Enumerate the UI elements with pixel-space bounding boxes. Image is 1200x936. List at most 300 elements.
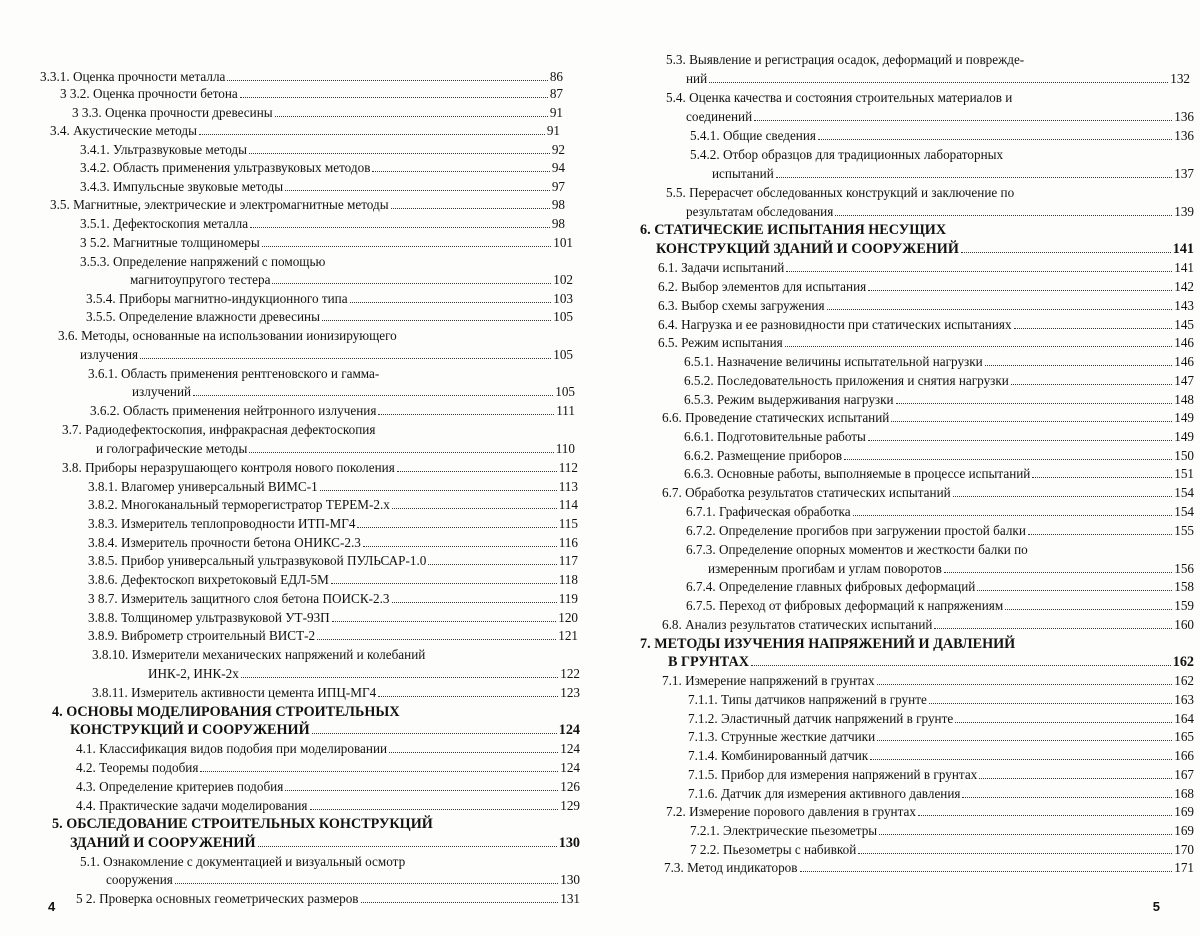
toc-entry[interactable] <box>88 590 578 608</box>
dot-leader <box>320 490 557 491</box>
toc-entry-title: 6.7.5. Переход от фибровых деформаций к напряжениям <box>686 598 1004 613</box>
toc-entry[interactable] <box>684 428 1194 446</box>
dot-leader <box>249 153 550 154</box>
toc-entry-title-continued: излучений <box>132 384 192 399</box>
toc-entry-title: 6.6.1. Подготовительные работы <box>684 429 866 444</box>
toc-entry[interactable] <box>88 496 578 514</box>
toc-page-number: 124 <box>560 741 580 756</box>
dot-leader <box>310 809 559 810</box>
page-number-right: 5 <box>1152 899 1160 914</box>
toc-entry[interactable] <box>50 122 560 140</box>
dot-leader <box>1032 477 1172 478</box>
dot-leader <box>751 665 1171 666</box>
toc-entry-title: 3.7. Радиодефектоскопия, инфракрасная дефектоскопия <box>62 422 376 437</box>
dot-leader <box>361 902 559 903</box>
toc-entry[interactable] <box>658 334 1194 352</box>
dot-leader <box>944 572 1172 573</box>
dot-leader <box>285 190 550 191</box>
toc-page-number: 141 <box>1174 260 1194 275</box>
dot-leader <box>193 395 553 396</box>
toc-entry-title: 3.4.1. Ультразвуковые методы <box>80 142 247 157</box>
toc-page-number: 145 <box>1174 317 1194 332</box>
toc-entry[interactable] <box>688 710 1194 728</box>
toc-page-number: 110 <box>555 441 575 456</box>
toc-entry-title: 5 2. Проверка основных геометрических размеров <box>76 891 359 906</box>
toc-entry-title: 3.8.5. Прибор универсальный ультразвуковой ПУЛЬСАР-1.0 <box>88 553 427 568</box>
toc-page-number: 123 <box>560 685 580 700</box>
dot-leader <box>785 346 1173 347</box>
toc-page-number: 126 <box>560 779 580 794</box>
toc-entry[interactable] <box>60 85 563 103</box>
toc-page-number: 114 <box>558 497 578 512</box>
toc-entry[interactable] <box>88 478 578 496</box>
toc-entry-title: 3.4.2. Область применения ультразвуковых методов <box>80 160 371 175</box>
toc-entry[interactable] <box>80 234 573 252</box>
toc-page-number: 94 <box>551 160 565 175</box>
toc-page-number: 116 <box>558 535 578 550</box>
dot-leader <box>249 452 553 453</box>
dot-leader <box>275 116 548 117</box>
toc-entry[interactable] <box>88 571 578 589</box>
toc-entry[interactable] <box>80 215 565 233</box>
toc-page-number: 112 <box>558 460 578 475</box>
toc-entry-title-continued: В ГРУНТАХ <box>668 654 750 670</box>
toc-page-number: 124 <box>558 722 580 738</box>
toc-page-number: 151 <box>1174 466 1194 481</box>
toc-entry-title: 6.1. Задачи испытаний <box>658 260 785 275</box>
toc-entry-title: 3.6.2. Область применения нейтронного излучения <box>90 403 377 418</box>
toc-entry[interactable] <box>686 503 1194 521</box>
toc-entry[interactable] <box>92 684 580 702</box>
toc-entry[interactable] <box>686 70 1190 88</box>
dot-leader <box>322 320 551 321</box>
dot-leader <box>877 684 1173 685</box>
dot-leader <box>397 471 557 472</box>
toc-entry-title: 7.1.2. Эластичный датчик напряжений в грунте <box>688 711 954 726</box>
toc-entry-title: 6.6.3. Основные работы, выполняемые в процессе испытаний <box>684 466 1031 481</box>
right-page <box>600 0 1200 936</box>
dot-leader <box>331 583 557 584</box>
toc-page-number: 155 <box>1174 523 1194 538</box>
dot-leader <box>1011 384 1172 385</box>
toc-entry[interactable] <box>690 822 1194 840</box>
toc-entry-title: 3.5.5. Определение влажности древесины <box>86 309 320 324</box>
toc-page-number: 146 <box>1174 354 1194 369</box>
toc-entry[interactable] <box>684 353 1194 371</box>
toc-page-number: 130 <box>560 872 580 887</box>
toc-page-number: 130 <box>558 835 580 851</box>
toc-entry-title: 4. ОСНОВЫ МОДЕЛИРОВАНИЯ СТРОИТЕЛЬНЫХ <box>52 704 400 720</box>
toc-entry-title: 6.5. Режим испытания <box>658 335 783 350</box>
dot-leader <box>428 564 556 565</box>
toc-page-number: 163 <box>1174 692 1194 707</box>
dot-leader <box>372 171 549 172</box>
toc-entry-title: 3.8.10. Измерители механических напряжений и колебаний <box>92 647 426 662</box>
toc-entry[interactable] <box>132 383 575 401</box>
dot-leader <box>391 208 550 209</box>
toc-page-number: 146 <box>1174 335 1194 350</box>
toc-page-number: 92 <box>551 142 565 157</box>
toc-page-number: 105 <box>553 309 573 324</box>
toc-entry-title: 3.5. Магнитные, электрические и электромагнитные методы <box>50 197 389 212</box>
toc-entry-title: 7.2. Измерение порового давления в грунтах <box>666 804 916 819</box>
toc-entry[interactable] <box>62 459 578 477</box>
toc-entry[interactable] <box>684 391 1194 409</box>
toc-entry-title: 3.8.8. Толщиномер ультразвуковой УТ-93П <box>88 610 330 625</box>
toc-page-number: 160 <box>1174 617 1194 632</box>
toc-page-number: 154 <box>1174 504 1194 519</box>
toc-entry[interactable] <box>88 552 578 570</box>
toc-page-number: 150 <box>1174 448 1194 463</box>
dot-leader <box>1005 609 1172 610</box>
toc-entry[interactable] <box>658 259 1194 277</box>
toc-entry-title: 5. ОБСЛЕДОВАНИЕ СТРОИТЕЛЬНЫХ КОНСТРУКЦИЙ <box>52 816 433 832</box>
toc-entry[interactable] <box>76 890 580 908</box>
dot-leader <box>709 82 1168 83</box>
toc-entry[interactable] <box>70 834 580 852</box>
toc-entry-title: 6.7.4. Определение главных фибровых деформаций <box>686 579 976 594</box>
toc-entry-title: 3 3.2. Оценка прочности бетона <box>60 86 238 101</box>
toc-entry[interactable] <box>88 609 578 627</box>
dot-leader <box>285 790 558 791</box>
toc-entry[interactable] <box>686 522 1194 540</box>
dot-leader <box>378 696 558 697</box>
dot-leader <box>786 271 1172 272</box>
toc-entry[interactable] <box>662 409 1194 427</box>
toc-page-number: 111 <box>556 403 575 418</box>
toc-entry[interactable] <box>96 440 575 458</box>
toc-page-number: 118 <box>558 572 578 587</box>
dot-leader <box>389 752 558 753</box>
toc-entry[interactable] <box>712 165 1194 183</box>
toc-page-number: 156 <box>1174 561 1194 576</box>
dot-leader <box>800 871 1173 872</box>
dot-leader <box>934 628 1172 629</box>
toc-entry[interactable] <box>666 803 1194 821</box>
dot-leader <box>250 227 550 228</box>
toc-entry[interactable] <box>688 691 1194 709</box>
toc-entry[interactable] <box>50 196 565 214</box>
toc-entry[interactable] <box>76 797 580 815</box>
toc-page-number: 171 <box>1174 860 1194 875</box>
toc-entry[interactable] <box>80 346 573 364</box>
toc-entry[interactable] <box>684 447 1194 465</box>
dot-leader <box>754 120 1172 121</box>
toc-page-number: 169 <box>1174 804 1194 819</box>
toc-page-number: 102 <box>553 272 573 287</box>
toc-page-number: 149 <box>1174 410 1194 425</box>
toc-entry[interactable] <box>708 560 1194 578</box>
toc-page-number: 121 <box>558 628 578 643</box>
toc-entry[interactable] <box>86 308 573 326</box>
toc-entry[interactable] <box>76 778 580 796</box>
toc-entry-title: 6.8. Анализ результатов статических испытаний <box>662 617 933 632</box>
toc-entry[interactable] <box>656 240 1194 258</box>
toc-page-number: 105 <box>555 384 575 399</box>
dot-leader <box>200 771 558 772</box>
toc-page-number: 166 <box>1174 748 1194 763</box>
toc-entry[interactable] <box>684 465 1194 483</box>
toc-page-number: 137 <box>1174 166 1194 181</box>
toc-page-number: 115 <box>558 516 578 531</box>
toc-page-number: 148 <box>1174 392 1194 407</box>
toc-entry-title: 3 3.3. Оценка прочности древесины <box>72 105 273 120</box>
toc-entry-title-continued: ЗДАНИЙ И СООРУЖЕНИЙ <box>70 835 256 851</box>
toc-entry-title: 4.3. Определение критериев подобия <box>76 779 284 794</box>
toc-entry-title: 6.6. Проведение статических испытаний <box>662 410 890 425</box>
toc-entry[interactable] <box>686 597 1194 615</box>
dot-leader <box>953 496 1173 497</box>
dot-leader <box>312 733 557 734</box>
toc-entry-title: 4.2. Теоремы подобия <box>76 760 199 775</box>
toc-page-number: 141 <box>1172 241 1194 257</box>
toc-page-number: 170 <box>1174 842 1194 857</box>
toc-entry[interactable] <box>688 728 1194 746</box>
toc-entry-title: 4.4. Практические задачи моделирования <box>76 798 308 813</box>
toc-entry[interactable] <box>76 759 580 777</box>
toc-entry-title: 4.1. Классификация видов подобия при моделировании <box>76 741 388 756</box>
toc-page-number: 154 <box>1174 485 1194 500</box>
dot-leader <box>858 853 1172 854</box>
toc-page-number: 143 <box>1174 298 1194 313</box>
toc-page-number: 105 <box>553 347 573 362</box>
toc-page-number: 113 <box>558 479 578 494</box>
dot-leader <box>1028 534 1172 535</box>
toc-entry[interactable] <box>662 616 1194 634</box>
dot-leader <box>896 403 1173 404</box>
toc-entry-title: 7.1.6. Датчик для измерения активного давления <box>688 786 961 801</box>
toc-entry[interactable] <box>70 721 580 739</box>
toc-entry-title-continued: ИНК-2, ИНК-2х <box>148 666 239 681</box>
toc-entry-title: 5.5. Перерасчет обследованных конструкций и заключение по <box>666 185 1015 200</box>
page-number-left: 4 <box>48 899 56 914</box>
toc-page-number: 98 <box>551 216 565 231</box>
dot-leader <box>870 759 1172 760</box>
toc-entry-title: 7.2.1. Электрические пьезометры <box>690 823 878 838</box>
toc-entry-title: 7. МЕТОДЫ ИЗУЧЕНИЯ НАПРЯЖЕНИЙ И ДАВЛЕНИЙ <box>640 636 1016 652</box>
toc-page-number: 120 <box>558 610 578 625</box>
toc-entry-title-continued: результатам обследования <box>686 204 834 219</box>
dot-leader <box>199 134 545 135</box>
dot-leader <box>140 358 551 359</box>
dot-leader <box>392 508 557 509</box>
toc-page-number: 159 <box>1174 598 1194 613</box>
toc-entry-title: 5.4.2. Отбор образцов для традиционных лабораторных <box>690 147 1004 162</box>
toc-entry-title: 6.6.2. Размещение приборов <box>684 448 843 463</box>
dot-leader <box>350 302 552 303</box>
toc-entry[interactable] <box>80 141 565 159</box>
dot-leader <box>868 290 1172 291</box>
toc-entry[interactable] <box>80 178 565 196</box>
toc-entry-title: 6.5.1. Назначение величины испытательной нагрузки <box>684 354 983 369</box>
toc-page-number: 132 <box>1170 71 1190 86</box>
dot-leader <box>262 246 551 247</box>
toc-entry-title: 6.5.2. Последовательность приложения и снятия нагрузки <box>684 373 1009 388</box>
dot-leader <box>363 546 557 547</box>
dot-leader <box>272 283 551 284</box>
toc-entry-title: 7.1.5. Прибор для измерения напряжений в грунтах <box>688 767 978 782</box>
toc-entry-title: 3.8.9. Виброметр строительный ВИСТ-2 <box>88 628 316 643</box>
toc-page-number: 139 <box>1174 204 1194 219</box>
toc-page-number: 167 <box>1174 767 1194 782</box>
toc-entry[interactable] <box>80 159 565 177</box>
toc-entry-title-continued: соединений <box>686 109 753 124</box>
toc-entry-title: 7.1.1. Типы датчиков напряжений в грунте <box>688 692 927 707</box>
toc-entry-title: 7.1.4. Комбинированный датчик <box>688 748 869 763</box>
toc-entry[interactable] <box>664 859 1194 877</box>
toc-entry[interactable] <box>76 740 580 758</box>
toc-entry[interactable] <box>72 104 563 122</box>
toc-entry-title: 5.1. Ознакомление с документацией и визуальный осмотр <box>80 854 406 869</box>
toc-entry[interactable] <box>662 672 1194 690</box>
toc-entry-title: 3 5.2. Магнитные толщиномеры <box>80 235 260 250</box>
toc-entry-title: 3.8.6. Дефектоскоп вихретоковый ЕДЛ-5М <box>88 572 329 587</box>
toc-page-number: 87 <box>549 86 563 101</box>
toc-entry-title: 3.8.2. Многоканальный терморегистратор ТЕРЕМ-2.х <box>88 497 390 512</box>
dot-leader <box>853 515 1173 516</box>
toc-page-number: 168 <box>1174 786 1194 801</box>
dot-leader <box>227 80 547 81</box>
dot-leader <box>844 459 1172 460</box>
dot-leader <box>835 215 1172 216</box>
toc-page-number: 147 <box>1174 373 1194 388</box>
toc-page-number: 164 <box>1174 711 1194 726</box>
toc-entry[interactable] <box>90 402 575 420</box>
toc-entry-title: 6.4. Нагрузка и ее разновидности при статических испытаниях <box>658 317 1012 332</box>
dot-leader <box>929 703 1172 704</box>
dot-leader <box>891 421 1172 422</box>
toc-entry[interactable] <box>684 372 1194 390</box>
dot-leader <box>955 722 1172 723</box>
toc-page-number: 149 <box>1174 429 1194 444</box>
toc-entry-title: 3.4.3. Импульсные звуковые методы <box>80 179 284 194</box>
toc-entry[interactable] <box>690 127 1194 145</box>
dot-leader <box>378 414 554 415</box>
toc-entry[interactable] <box>686 108 1194 126</box>
toc-entry-title: 6.7.2. Определение прогибов при загружении простой балки <box>686 523 1026 538</box>
toc-page-number: 162 <box>1174 673 1194 688</box>
toc-entry-title: 7.1.3. Струнные жесткие датчики <box>688 729 876 744</box>
toc-entry-title: 7 2.2. Пьезометры с набивкой <box>690 842 857 857</box>
toc-entry-title-continued: ний <box>686 71 708 86</box>
toc-page-number: 101 <box>553 235 573 250</box>
toc-entry-title-continued: и голографические методы <box>96 441 248 456</box>
toc-entry-title: 3.8.1. Влагомер универсальный ВИМС-1 <box>88 479 318 494</box>
toc-entry[interactable] <box>148 665 580 683</box>
toc-page-number: 103 <box>553 291 573 306</box>
toc-entry[interactable] <box>658 316 1194 334</box>
toc-entry-title: 3.6.1. Область применения рентгеновского и гамма- <box>88 366 380 381</box>
toc-page-number: 91 <box>546 123 560 138</box>
toc-entry-title: 5.3. Выявление и регистрация осадок, деформаций и поврежде- <box>666 52 1025 67</box>
toc-entry[interactable] <box>130 271 573 289</box>
toc-entry-title: 3.3.1. Оценка прочности металла <box>40 69 226 84</box>
toc-entry[interactable] <box>668 653 1194 671</box>
toc-entry-title-continued: излучения <box>80 347 139 362</box>
toc-entry-title: 6.7.1. Графическая обработка <box>686 504 851 519</box>
dot-leader <box>240 97 548 98</box>
dot-leader <box>1014 328 1173 329</box>
toc-entry[interactable] <box>40 68 563 86</box>
toc-page-number: 91 <box>549 105 563 120</box>
toc-entry-title: 3.6. Методы, основанные на использовании ионизирующего <box>58 328 397 343</box>
toc-entry[interactable] <box>88 515 578 533</box>
toc-page-number: 97 <box>551 179 565 194</box>
toc-entry-title: 5.4. Оценка качества и состояния строительных материалов и <box>666 90 1013 105</box>
toc-entry[interactable] <box>688 766 1194 784</box>
toc-entry-title: 6.5.3. Режим выдерживания нагрузки <box>684 392 894 407</box>
dot-leader <box>868 440 1172 441</box>
toc-entry-title-continued: магнитоупругого тестера <box>130 272 271 287</box>
toc-entry-title: 3.5.4. Приборы магнитно-индукционного типа <box>86 291 348 306</box>
toc-entry-title: 6.3. Выбор схемы загружения <box>658 298 825 313</box>
dot-leader <box>879 834 1172 835</box>
toc-entry-title: 7.3. Метод индикаторов <box>664 860 798 875</box>
toc-page-number: 119 <box>558 591 578 606</box>
toc-page-number: 169 <box>1174 823 1194 838</box>
toc-entry-title: 6.7. Обработка результатов статических испытаний <box>662 485 951 500</box>
toc-page-number: 136 <box>1174 109 1194 124</box>
dot-leader <box>979 778 1172 779</box>
dot-leader <box>818 139 1172 140</box>
toc-entry[interactable] <box>106 871 580 889</box>
toc-entry[interactable] <box>662 484 1194 502</box>
toc-entry-title-continued: КОНСТРУКЦИЙ И СООРУЖЕНИЙ <box>70 722 310 738</box>
dot-leader <box>357 527 556 528</box>
toc-entry[interactable] <box>690 841 1194 859</box>
toc-entry[interactable] <box>658 297 1194 315</box>
toc-entry[interactable] <box>688 747 1194 765</box>
toc-entry-title: 5.4.1. Общие сведения <box>690 128 816 143</box>
toc-entry-title: 3.8.11. Измеритель активности цемента ИПЦ-МГ4 <box>92 685 377 700</box>
toc-page-number: 129 <box>560 798 580 813</box>
dot-leader <box>827 309 1173 310</box>
toc-entry[interactable] <box>658 278 1194 296</box>
toc-entry[interactable] <box>86 290 573 308</box>
toc-entry-title: 3.8.3. Измеритель теплопроводности ИТП-МГ4 <box>88 516 356 531</box>
toc-page-number: 117 <box>558 553 578 568</box>
toc-entry-title: 3.5.3. Определение напряжений с помощью <box>80 254 326 269</box>
dot-leader <box>317 639 556 640</box>
toc-page-number: 124 <box>560 760 580 775</box>
dot-leader <box>962 797 1172 798</box>
dot-leader <box>175 883 558 884</box>
dot-leader <box>985 365 1172 366</box>
toc-entry-title: 3.5.1. Дефектоскопия металла <box>80 216 249 231</box>
dot-leader <box>918 815 1172 816</box>
toc-page-number: 98 <box>551 197 565 212</box>
toc-entry[interactable] <box>688 785 1194 803</box>
toc-entry[interactable] <box>88 534 578 552</box>
dot-leader <box>332 621 557 622</box>
toc-entry[interactable] <box>686 203 1194 221</box>
toc-page-number: 131 <box>560 891 580 906</box>
toc-entry[interactable] <box>88 627 578 645</box>
toc-page-number: 142 <box>1174 279 1194 294</box>
toc-entry-title: 3.8.4. Измеритель прочности бетона ОНИКС-2.3 <box>88 535 361 550</box>
toc-page-number: 165 <box>1174 729 1194 744</box>
dot-leader <box>241 677 558 678</box>
toc-entry-title: 6. СТАТИЧЕСКИЕ ИСПЫТАНИЯ НЕСУЩИХ <box>640 222 947 238</box>
dot-leader <box>877 740 1172 741</box>
toc-entry-title-continued: сооружения <box>106 872 173 887</box>
dot-leader <box>258 846 557 847</box>
toc-entry-title-continued: испытаний <box>712 166 774 181</box>
toc-entry[interactable] <box>686 578 1194 596</box>
toc-entry-title: 3.8. Приборы неразрушающего контроля нового поколения <box>62 460 395 475</box>
toc-page-number: 86 <box>549 69 563 84</box>
toc-page-number: 136 <box>1174 128 1194 143</box>
